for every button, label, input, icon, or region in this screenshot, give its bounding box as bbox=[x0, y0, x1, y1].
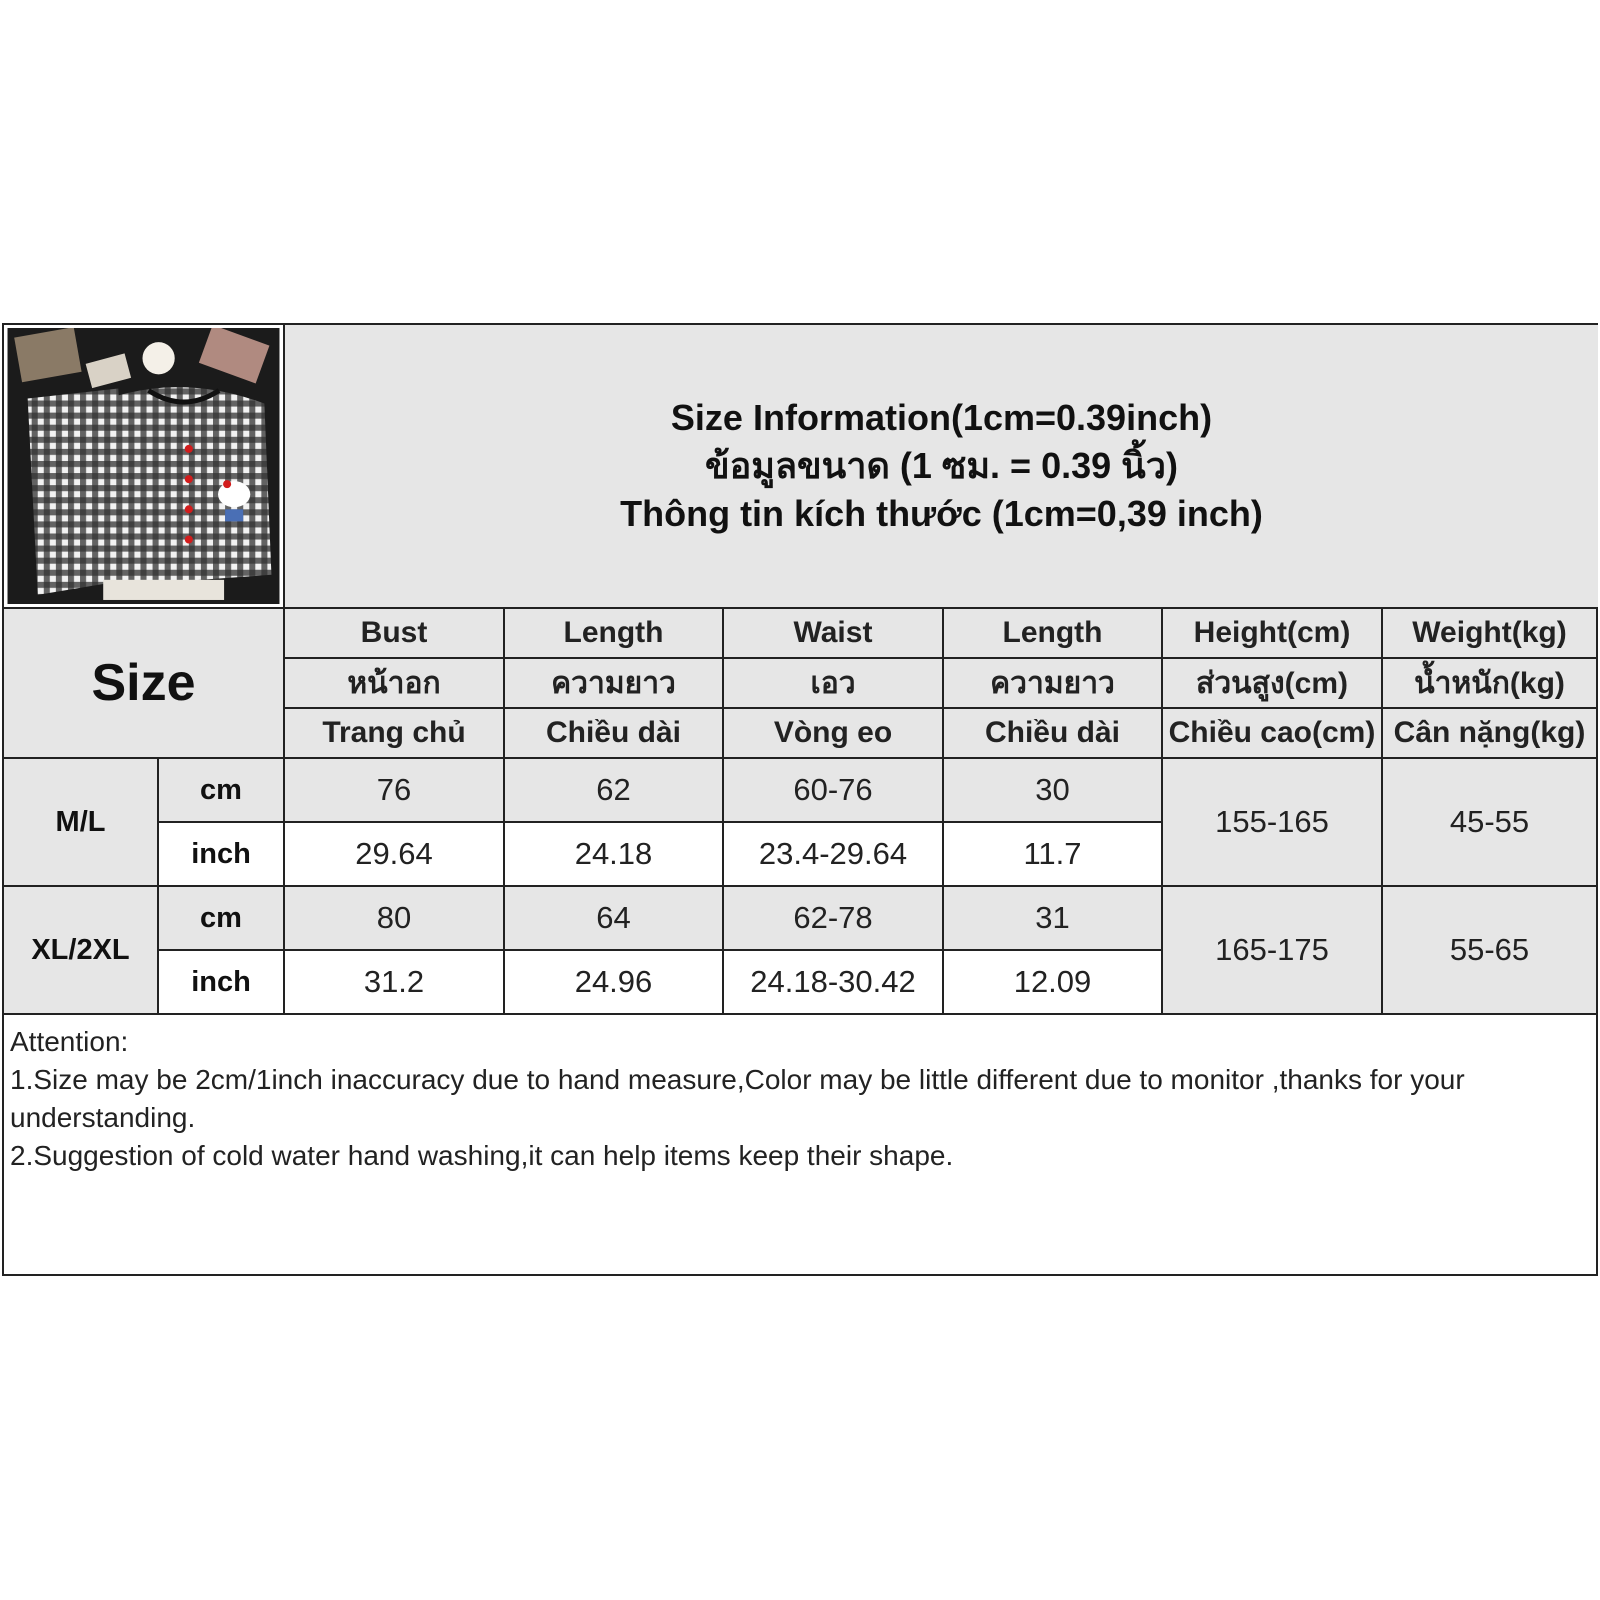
unit-label-cm: cm bbox=[159, 887, 285, 951]
title-thai: ข้อมูลขนาด (1 ซม. = 0.39 นิ้ว) bbox=[705, 445, 1178, 486]
table-cell: 64 bbox=[505, 887, 724, 951]
unit-label-inch: inch bbox=[159, 951, 285, 1015]
table-cell: 76 bbox=[285, 759, 505, 823]
product-photo bbox=[4, 325, 285, 609]
attention-notes bbox=[4, 1017, 1596, 1181]
col-header-bust-vi: Trang chủ bbox=[285, 709, 505, 759]
title-block bbox=[285, 325, 1598, 609]
table-cell: 30 bbox=[944, 759, 1163, 823]
col-header-length-en: Length bbox=[505, 609, 724, 659]
pajama-photo-icon bbox=[7, 328, 280, 604]
size-label-ml: M/L bbox=[4, 759, 159, 887]
height-cell: 155-165 bbox=[1163, 759, 1383, 887]
notes-heading: Attention: bbox=[10, 1026, 129, 1057]
col-header-waist-en: Waist bbox=[724, 609, 944, 659]
unit-label-cm: cm bbox=[159, 759, 285, 823]
table-cell: 62-78 bbox=[724, 887, 944, 951]
col-header-bust-en: Bust bbox=[285, 609, 505, 659]
col-header-weight-en: Weight(kg) bbox=[1383, 609, 1596, 659]
col-header-bust-th: หน้าอก bbox=[285, 659, 505, 709]
col-header-length2-en: Length bbox=[944, 609, 1163, 659]
col-header-weight-vi: Cân nặng(kg) bbox=[1383, 709, 1596, 759]
table-cell: 12.09 bbox=[944, 951, 1163, 1015]
col-header-height-en: Height(cm) bbox=[1163, 609, 1383, 659]
col-header-weight-th: น้ำหนัก(kg) bbox=[1383, 659, 1596, 709]
table-cell: 80 bbox=[285, 887, 505, 951]
size-header-label: Size bbox=[91, 654, 196, 712]
table-cell: 31.2 bbox=[285, 951, 505, 1015]
col-header-waist-th: เอว bbox=[724, 659, 944, 709]
col-header-length-vi: Chiều dài bbox=[505, 709, 724, 759]
table-cell: 62 bbox=[505, 759, 724, 823]
col-header-length-th: ความยาว bbox=[505, 659, 724, 709]
col-header-length2-th: ความยาว bbox=[944, 659, 1163, 709]
col-header-length2-vi: Chiều dài bbox=[944, 709, 1163, 759]
col-header-height-th: ส่วนสูง(cm) bbox=[1163, 659, 1383, 709]
table-cell: 24.18-30.42 bbox=[724, 951, 944, 1015]
col-header-waist-vi: Vòng eo bbox=[724, 709, 944, 759]
table-cell: 24.18 bbox=[505, 823, 724, 887]
title-english: Size Information(1cm=0.39inch) bbox=[670, 397, 1213, 438]
size-header bbox=[4, 609, 285, 759]
size-label-xl2xl: XL/2XL bbox=[4, 887, 159, 1015]
notes-line-2: 2.Suggestion of cold water hand washing,it can help items keep their shape. bbox=[10, 1140, 954, 1171]
table-cell: 24.96 bbox=[505, 951, 724, 1015]
notes-line-1: 1.Size may be 2cm/1inch inaccuracy due to hand measure,Color may be little different due to monitor ,thanks for your understanding. bbox=[10, 1064, 1465, 1133]
table-cell: 29.64 bbox=[285, 823, 505, 887]
table-cell: 11.7 bbox=[944, 823, 1163, 887]
unit-label-inch: inch bbox=[159, 823, 285, 887]
size-chart bbox=[2, 323, 1598, 1276]
height-cell: 165-175 bbox=[1163, 887, 1383, 1015]
table-cell: 60-76 bbox=[724, 759, 944, 823]
col-header-height-vi: Chiều cao(cm) bbox=[1163, 709, 1383, 759]
table-cell: 23.4-29.64 bbox=[724, 823, 944, 887]
table-cell: 31 bbox=[944, 887, 1163, 951]
title-vietnamese: Thông tin kích thước (1cm=0,39 inch) bbox=[620, 493, 1263, 534]
weight-cell: 55-65 bbox=[1383, 887, 1596, 1015]
weight-cell: 45-55 bbox=[1383, 759, 1596, 887]
